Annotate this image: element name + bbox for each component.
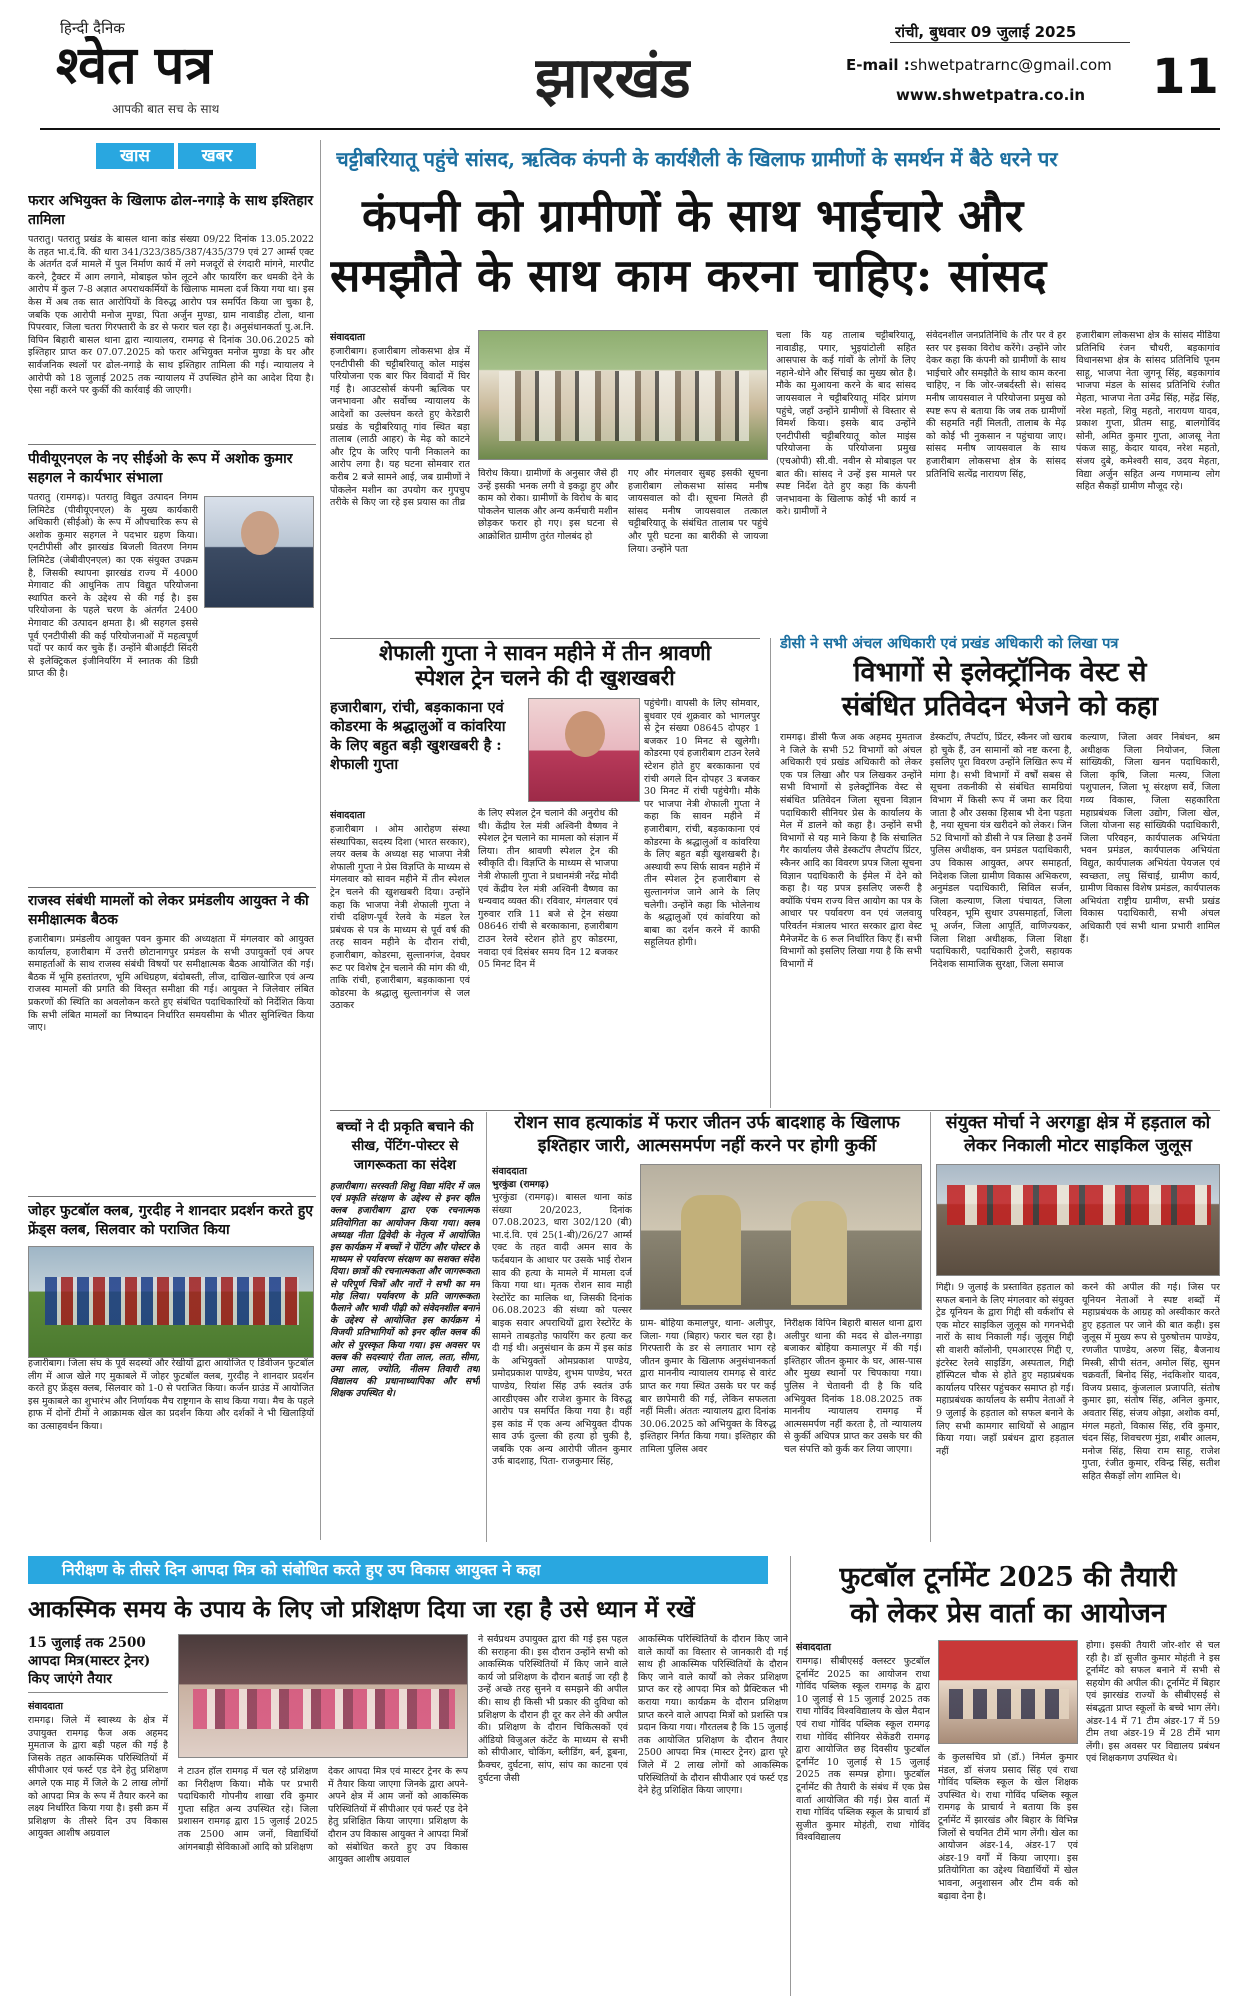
- disaster-side-box: 15 जुलाई तक 2500 आपदा मित्र(मास्टर ट्रेनर) किए जाएंगे तैयार: [28, 1634, 168, 1693]
- story-headline: जोहर फुटबॉल क्लब, गुरदीह ने शानदार प्रदर्शन करते हुए फ्रेंड्स क्लब, सिलवार को पराजित किया: [28, 1203, 314, 1238]
- football-headline: [796, 1560, 1220, 1632]
- website-link[interactable]: www.shwetpatra.co.in: [896, 86, 1086, 104]
- waste-headline-line1: विभागों से इलेक्ट्रॉनिक वेस्ट से: [853, 657, 1147, 688]
- section-title: झारखंड: [535, 46, 691, 110]
- disaster-story: [28, 1634, 788, 1994]
- shefali-col: [626, 698, 760, 1108]
- disaster-col: [638, 1634, 788, 1994]
- ceo-photo: [204, 496, 314, 608]
- shefali-headline-line2: स्पेशल ट्रेन चलने की दी खुशखबरी: [415, 665, 675, 690]
- waste-headline: [780, 656, 1220, 724]
- roshan-credit: संवाददाता: [492, 1166, 527, 1177]
- khaas-label: खास: [96, 143, 174, 169]
- shefali-col2: के लिए स्पेशल ट्रेन चलाने की अनुरोध की थी। केंद्रीय रेल मंत्री अश्विनी वैष्णव ने स्पेशल ट्रेन चलाने का मामला को संज्ञान में लिया। तीन श्रावणी स्पेशल ट्रेन की स्वीकृति दी। विज्ञप्ति के माध्यम से भाजपा नेत्री शेफाली गुप्ता ने प्रधानमंत्री नरेंद्र मोदी एवं केंद्रीय रेल मंत्री अश्विनी वैष्णव का धन्यवाद व्यक्त की। रविवार, मंगलवार एवं गुरुवार रात्रि 11 बजे से ट्रेन संख्या 08646 रांची से बरकाकाना, हजारीबाग टाउन रेलवे स्टेशन होते हुए कोडरमा, नवादा एवं दिसंबर समय दिन 12 बजकर 05 मिनट दिन में: [478, 808, 618, 971]
- email-link[interactable]: shwetpatrarnc@gmail.com: [910, 56, 1112, 74]
- waste-col2: डेस्कटॉप, लैपटॉप, प्रिंटर, स्कैनर जो खराब हो चुके हैं, उन सामानों को नष्ट करना है, इसलिए पूरा विवरण उन्होंने लिखित रूप में मांगा है। सभी विभागों में वर्षों सबस से सूचना तकनीकी से संबंधित सामग्रियां विभाग में किसी रूप में जमा कर दिया जाता है और उसका हिसाब भी देना पड़ता है, नया सूचना यंत्र खरीदने को लेकर। जिन 52 विभागों को डीसी ने पत्र लिखा है उनमें पुलिस अधीक्षक, वन प्रमंडल पदाधिकारी, उप विकास आयुक्त, अपर समाहर्ता, निदेशक जिला ग्रामीण विकास अभिकरण, अनुमंडल पदाधिकारी, सिविल सर्जन, जिला कल्याण, जिला पंचायत, जिला परिवहन, भूमि सुधार उपसमाहर्ता, जिला भू अर्जन, जिला आपूर्ति, वाणिज्यकर, जिला शिक्षा अधीक्षक, जिला शिक्षा पदाधिकारी, पदाधिकारी ट्रेजरी, सहायक निदेशक सामाजिक सुरक्षा, जिला समाज: [930, 732, 1072, 970]
- waste-col: [1080, 732, 1220, 1102]
- roshan-headline: [492, 1112, 922, 1158]
- main-story-col6: हजारीबाग लोकसभा क्षेत्र के सांसद मीडिया प्रतिनिधि रंजन चौधरी, बड़कागांव विधानसभा क्षेत्र के सांसद प्रतिनिधि पूनम साहू, भाजपा नेता जुगनू सिंह, बड़कागांव भाजपा मंडल के सांसद प्रतिनिधि रंजीत मेहता, भाजपा नेता उमेंद्र सिंह, महेंद्र सिंह, नरेश महतो, शिवु महतो, नारायण यादव, प्रकाश गुप्ता, प्रीतम साहू, बालगोविंद सोनी, अमित कुमार गुप्ता, आजसू नेता पंकज साहू, केदार यादव, नरेश महतो, संजय दुबे, कमेश्वरी साव, उदय मेहता, विद्या अर्जुन सहित अन्य गणमान्य लोग सहित सैकड़ों ग्रामीण मौजूद रहे।: [1076, 330, 1220, 493]
- roshan-headline-line2: इश्तिहार जारी, आत्मसमर्पण नहीं करने पर होगी कुर्की: [537, 1136, 877, 1156]
- main-story-col: [1076, 330, 1220, 630]
- top-kicker: चट्टीबरियातू पहुंचे सांसद, ऋत्विक कंपनी के कार्यशैली के खिलाफ ग्रामीणों के समर्थन में बैठे धरने पर: [336, 147, 1058, 171]
- main-story-col: [478, 468, 618, 630]
- football-press-photo: [938, 1640, 1078, 1744]
- page-number: 11: [1152, 50, 1219, 104]
- roshan-col: [784, 1318, 922, 1542]
- lower-banner: निरीक्षण के तीसरे दिन आपदा मित्र को संबोधित करते हुए उप विकास आयुक्त ने कहा: [28, 1556, 768, 1584]
- story-body: हजारीबाग। जिला संघ के पूर्व सदस्यों और रेखीयों द्वारा आयोजित ए डिवीजन फुटबॉल लीग में आज खेले गए मुकाबले में जोहर फुटबॉल क्लब, गुरदीह ने शानदार प्रदर्शन करते हुए फ्रेंड्स क्लब, सिलवार को 1-0 से पराजित किया। कर्जन ग्राउंड में आयोजित इस मुकाबले का शुभारंभ और निर्णायक मैच राष्ट्रगान के साथ किया गया। मैच के पहले हाफ में दोनों टीमों ने आक्रामक खेल का प्रदर्शन किया और दर्शकों ने भी खिलाड़ियों का उत्साहवर्धन किया।: [28, 1358, 314, 1432]
- shefali-deck: हजारीबाग, रांची, बड़काकाना एवं कोडरमा के श्रद्धालुओं व कांवरिया के लिए बहुत बड़ी खुशखबरी है : शेफाली गुप्ता: [330, 699, 506, 773]
- morcha-headline-line1: संयुक्त मोर्चा ने अरगड्डा क्षेत्र में हड़ताल को: [945, 1113, 1211, 1133]
- roshan-credit-sub: भुरकुंडा (रामगढ़): [492, 1180, 550, 1190]
- masthead: [0, 0, 1246, 140]
- football-headline-line1: फुटबॉल टूर्नामेंट 2025 की तैयारी: [839, 1562, 1177, 1593]
- mp-villagers-photo: [478, 330, 768, 460]
- football-credit: संवाददाता: [796, 1642, 831, 1653]
- nature-body: हजारीबाग। सरस्वती शिशु विद्या मंदिर में जल एवं प्रकृति संरक्षण के उद्देश्य से इनर व्हील क्लब हजारीबाग द्वारा एक रचनात्मक प्रतियोगिता का आयोजन किया गया। क्लब अध्यक्ष नीता द्विवेदी के नेतृत्व में आयोजित इस कार्यक्रम में बच्चों ने पेंटिंग और पोस्टर के माध्यम से पर्यावरण संरक्षण का सशक्त संदेश दिया। छात्रों की रचनात्मकता और जागरूकता से परिपूर्ण चित्रों और नारों ने सभी का मन मोह लिया। पर्यावरण के प्रति जागरूकता फैलाने और भावी पीढ़ी को संवेदनशील बनाने के उद्देश्य से आयोजित इस कार्यक्रम में विजयी प्रतिभागियों को इनर व्हील क्लब की ओर से पुरस्कृत किया गया। इस अवसर पर क्लब की सदस्याएं रीता लाल, लता, सीमा, उमा लाल, ज्योति, नीलम तिवारी तथा विद्यालय की प्रधानाध्यापिका और सभी शिक्षक उपस्थित थे।: [330, 1181, 480, 1400]
- disaster-col: [328, 1766, 468, 1994]
- khabar-label: खबर: [178, 143, 256, 169]
- disaster-col: [478, 1634, 628, 1994]
- main-story-col: [776, 330, 916, 630]
- waste-story: [780, 732, 1220, 1102]
- roshan-headline-line1: रोशन साव हत्याकांड में फरार जीतन उर्फ बादशाह के खिलाफ: [514, 1113, 900, 1133]
- story-pvunl-ceo: [28, 450, 314, 880]
- roshan-story: [492, 1164, 922, 1542]
- morcha-headline-line2: लेकर निकाली मोटर साइकिल जुलूस: [964, 1136, 1192, 1156]
- football-col: [938, 1752, 1078, 1994]
- football-story: [796, 1640, 1220, 1994]
- main-story-col: [926, 330, 1066, 630]
- main-story: [330, 330, 1220, 630]
- story-headline: राजस्व संबंधी मामलों को लेकर प्रमंडलीय आयुक्त ने की समीक्षात्मक बैठक: [28, 893, 309, 928]
- football-team-photo: [28, 1246, 314, 1358]
- main-headline: [330, 186, 1220, 306]
- dateline: रांची, बुधवार 09 जुलाई 2025: [895, 23, 1077, 41]
- main-story-col1: हजारीबाग। हजारीबाग लोकसभा क्षेत्र में एनटीपीसी की चट्टीबरियातू कोल माइंस परियोजना एक बार फिर विवादों में घिर गई है। आउटसोर्स कंपनी ऋत्विक पर जनभावना और सर्वोच्च न्यायालय के आदेशों का उल्लंघन करते हुए केरेडारी प्रखंड के चट्टीबरियातू गांव स्थित बड़ा तालाब (लाठी आहर) के मेढ़ को काटने और ट्रिप के जरिए पानी निकालने का आरोप लगा है। यह घटना सोमवार रात करीब 2 बजे सामने आई, जब ग्रामीणों ने पोकलेन मशीन का उपयोग कर गुपचुप तरीके से किए जा रहे इस प्रयास का तीव्र: [330, 346, 470, 509]
- shefali-story: [330, 698, 760, 1108]
- disaster-col4: ने सर्वप्रथम उपायुक्त द्वारा की गई इस पहल की सराहना की। इस दौरान उन्होंने सभी को आकस्मिक परिस्थितियों में किए जाने वाले कार्य जो प्रशिक्षण के दौरान बताई जा रही है उन्हें अच्छे तरह सुनने व समझने की अपील की। साथ ही किसी भी प्रकार की दुविधा को प्रशिक्षण के दौरान ही दूर कर लेने की अपील की। प्रशिक्षण के दौरान चिकित्सकों एवं ऑडियो विजुअल कंटेंट के माध्यम से सभी को सीपीआर, चोकिंग, ब्लीडिंग, बर्न, डूबना, फ्रैक्चर, दुर्घटना, सांप, सांप का काटना एवं दुर्घटना जैसी: [478, 1634, 628, 1784]
- roshan-col2: ग्राम- बोहिया कमालपुर, थाना- अलीपुर, जिला- गया (बिहार) फरार चल रहा है। गिरफ्तारी के डर से लगातार भाग रहे जीतन कुमार के खिलाफ अनुसंधानकर्ता द्वारा माननीय न्यायालय रामगढ़ से वारंट प्राप्त कर गया स्थित उसके घर पर कई बार छापेमारी की गई, लेकिन सफलता नहीं मिली। अंततः न्यायालय द्वारा दिनांक 30.06.2025 को अभियुक्त के विरुद्ध इश्तिहार निर्गत किया गया। इश्तिहार की तामिला पुलिस अवर: [640, 1318, 776, 1455]
- masthead-title: श्वेत पत्र: [56, 36, 213, 96]
- waste-col3: कल्याण, जिला अवर निबंधन, श्रम अधीक्षक जिला नियोजन, जिला सांख्यिकी, जिला खनन पदाधिकारी, जिला कृषि, जिला मत्स्य, जिला पशुपालन, जिला भू संरक्षण सर्वे, जिला गव्य विकास, जिला सहकारिता महाप्रबंधक जिला उद्योग, जिला खेल, जिला योजना सह सांख्यिकी पदाधिकारी, जिला परिवहन, कार्यपालक अभियंता भवन प्रमंडल, कार्यपालक अभियंता विद्युत, कार्यपालक अभियंता पेयजल एवं स्वच्छता, लघु सिंचाई, ग्रामीण कार्य, ग्रामीण विकास विशेष प्रमंडल, कार्यपालक अभियंता राष्ट्रीय ग्रामीण, सभी प्रखंड विकास पदाधिकारी, सभी अंचल अधिकारी एवं सभी थाना प्रभारी शामिल हैं।: [1080, 732, 1220, 945]
- roshan-col1: भुरकुंडा (रामगढ़)। बासल थाना कांड संख्या 20/2023, दिनांक 07.08.2023, धारा 302/120 (बी) भा.दं.वि. एवं 25(1-बी)/26/27 आर्म्स एक्ट के तहत वादी अमन साव के फर्दबयान के आधार पर उसके भाई रोशन साव की हत्या के मामले में मामला दर्ज किया गया था। मृतक रोशन साव माही रेस्टोरेंट का मालिक था, जिसकी दिनांक 06.08.2023 की संध्या को पल्सर बाइक सवार अपराधियों द्वारा रेस्टोरेंट के सामने ताबड़तोड़ फायरिंग कर हत्या कर दी गई थी। अनुसंधान के क्रम में इस कांड के अभियुक्तों ओमप्रकाश पाण्डेय, प्रमोदप्रकाश पाण्डेय, शुभम पाण्डेय, भरत पाण्डेय, रियांश सिंह उर्फ स्वतंत्र उर्फ आरडीएक्स और राजेश कुमार के विरुद्ध आरोप पत्र समर्पित किया गया है। वहीं इस कांड में एक अन्य अभियुक्त दीपक साव उर्फ दुल्ला की हत्या हो चुकी है, जबकि एक अन्य आरोपी जीतन कुमार उर्फ बादशाह, पिता- राजकुमार सिंह,: [492, 1192, 632, 1468]
- morcha-story: [936, 1282, 1220, 1542]
- shefali-col: [478, 808, 618, 1108]
- disaster-col5: आकस्मिक परिस्थितियों के दौरान किए जाने वाले कार्यों का विस्तार से जानकारी दी गई साथ ही आकस्मिक परिस्थितियों के दौरान किए जाने वाले कार्यों को लेकर प्रशिक्षण प्राप्त कर रहे आपदा मित्र को प्रैक्टिकल भी कराया गया। कार्यक्रम के दौरान प्रशिक्षण प्राप्त करने वाले आपदा मित्रों को प्रशस्ति पत्र प्रदान किया गया। गौरतलब है कि 15 जुलाई तक आयोजित प्रशिक्षण के दौरान तैयार 2500 आपदा मित्र (मास्टर ट्रेनर) द्वारा पूरे जिले में 2 लाख लोगों को आकस्मिक परिस्थितियों के दौरान सीपीआर एवं फर्स्ट एड देने हेतु प्रशिक्षित किया जाएगा।: [638, 1634, 788, 1797]
- disaster-training-photo: [178, 1634, 468, 1758]
- football-col: [1086, 1640, 1220, 1994]
- disaster-col3: देकर आपदा मित्र एवं मास्टर ट्रेनर के रूप में तैयार किया जाएगा जिनके द्वारा अपने-अपने क्षेत्र में आम जनों को आकस्मिक परिस्थितियों में सीपीआर एवं फर्स्ट एड देने हेतु प्रशिक्षित किया जाएगा। प्रशिक्षण के दौरान उप विकास आयुक्त ने आपदा मित्रों को संबोधित करते हुए उप विकास आयुक्त आशीष अग्रवाल: [328, 1766, 468, 1866]
- waste-kicker: डीसी ने सभी अंचल अधिकारी एवं प्रखंड अधिकारी को लिखा पत्र: [780, 635, 1119, 652]
- nature-headline: बच्चों ने दी प्रकृति बचाने की सीख, पेंटिंग-पोस्टर से जागरूकता का संदेश: [336, 1119, 474, 1173]
- disaster-headline: आकस्मिक समय के उपाय के लिए जो प्रशिक्षण दिया जा रहा है उसे ध्यान में रखें: [28, 1596, 695, 1623]
- main-story-col2: विरोध किया। ग्रामीणों के अनुसार जैसे ही उन्हें इसकी भनक लगी वे इकट्ठा हुए और काम को रोका। ग्रामीणों के विरोध के बाद पोकलेन चालक और अन्य कर्मचारी मशीन छोड़कर फरार हो गए। इस घटना से आक्रोशित ग्रामीण तुरंत गोलबंद हो: [478, 468, 618, 542]
- roshan-police-photo: [640, 1164, 922, 1310]
- morcha-col2: करने की अपील की गई। जिस पर यूनियन नेताओं ने स्पष्ट शब्दों में महाप्रबंधक के आग्रह को अस्वीकार करते हुए हड़ताल पर जाने की बात कही। इस जुलूस में मुख्य रूप से पुरुषोत्तम पाण्डेय, रणजीत पाण्डेय, अरुण सिंह, बैजनाथ मिस्त्री, सीपी संतन, अमोल सिंह, सुमन चक्रवर्ती, बिनोद सिंह, नंदकिशोर यादव, विजय प्रसाद, कुंजलाल प्रजापति, संतोष कुमार झा, संतोष सिंह, अनिल कुमार, अवतार सिंह, संजय ओझा, अशोक वर्मा, मंगल महतो, विकास सिंह, रवि कुमार, चंदन सिंह, शिवचरण मुंडा, शबीर आलम, मनोज सिंह, सिया राम साहू, राजेश गुप्ता, रंजीत कुमार, रविन्द्र सिंह, सतीश सहित सैकड़ों लोग शामिल थे।: [1082, 1282, 1220, 1482]
- story-body: पतरातु। पतरातु प्रखंड के बासल थाना कांड संख्या 09/22 दिनांक 13.05.2022 के तहत भा.दं.वि. की धारा 341/323/385/387/435/379 एवं 27 आर्म्स एक्ट के अंतर्गत दर्ज मामले में पुल निर्माण कार्य में लगे मजदूरों से रंगदारी मांगने, मारपीट करने, ट्रैक्टर में आग लगाने, मोबाइल फोन लूटने और फायरिंग कर धमकी देने के आरोप में कुल 7-8 अज्ञात अपराधकर्मियों के खिलाफ मामला दर्ज किया गया था। इस केस में अब तक सात आरोपियों के विरुद्ध आरोप पत्र समर्पित किया जा चुका है, जबकि एक आरोपी मनोज मुण्डा, पिता अर्जुन मुण्डा, ग्राम नावाडीह टोला, थाना पिपरवार, जिला चतरा गिरफ्तारी के डर से फरार चल रहा है। अनुसंधानकर्ता पु.अ.नि. विपिन बिहारी बासल थाना द्वारा न्यायालय, रामगढ़ से दिनांक 30.06.2025 को इश्तिहार प्राप्त कर 07.07.2025 को फरार अभियुक्त मनोज मुण्डा के घर और सार्वजनिक स्थलों पर ढोल-नगाड़े के साथ इश्तिहार तामिला की गई। न्यायालय ने आरोपी को 18 जुलाई 2025 तक न्यायालय में उपस्थित होने का आदेश दिया है। ऐसा नहीं करने पर कुर्की की कार्रवाई की जाएगी।: [28, 234, 314, 397]
- football-headline-line2: को लेकर प्रेस वार्ता का आयोजन: [850, 1598, 1166, 1629]
- main-story-col: [628, 468, 768, 630]
- morcha-col: [936, 1282, 1074, 1542]
- waste-headline-line2: संबंधित प्रतिवेदन भेजने को कहा: [841, 691, 1159, 722]
- waste-col: [780, 732, 922, 1102]
- football-col2: के कुलसचिव प्रो (डॉ.) निर्मल कुमार मंडल, डॉ संजय प्रसाद सिंह एवं राधा गोविंद पब्लिक स्कूल के खेल शिक्षक उपस्थित थे। राधा गोविंद पब्लिक स्कूल रामगढ़ के प्राचार्य ने बताया कि इस टूर्नामेंट में झारखंड और बिहार के विभिन्न जिलों से चयनित टीमें भाग लेंगी। खेल का आयोजन अंडर-14, अंडर-17 एवं अंडर-19 वर्गों में किया जाएगा। इस प्रतियोगिता का उद्देश्य विद्यार्थियों में खेल भावना, अनुशासन और टीम वर्क को बढ़ावा देना है।: [938, 1752, 1078, 1902]
- story-body: हजारीबाग। प्रमंडलीय आयुक्त पवन कुमार की अध्यक्षता में मंगलवार को आयुक्त कार्यालय, हजारीबाग में उत्तरी छोटानागपुर प्रमंडल के सभी उपायुक्तों एवं अपर समाहर्ताओं के साथ राजस्व संबंधी विषयों पर समीक्षात्मक बैठक आयोजित की गई। बैठक में भूमि हस्तांतरण, भूमि अधिग्रहण, बंदोबस्ती, लीज, दाखिल-खारिज एवं अन्य राजस्व मामलों की प्रगति की विस्तृत समीक्षा की गई। आयुक्त ने जिलेवार लंबित प्रकरणों की स्थिति का अवलोकन करते हुए संबंधित पदाधिकारियों को निर्देशित किया कि सभी लंबित मामलों का निष्पादन निर्धारित समयसीमा के भीतर सुनिश्चित किया जाए।: [28, 934, 314, 1034]
- shefali-headline: [330, 640, 760, 690]
- disaster-credit: संवाददाता: [28, 1701, 63, 1712]
- waste-col: [930, 732, 1072, 1102]
- khaas-khabar-tab: [96, 143, 256, 169]
- roshan-col: [640, 1318, 776, 1542]
- story-headline: पीवीयूएनएल के नए सीईओ के रूप में अशोक कुमार सहगल ने कार्यभार संभाला: [28, 451, 293, 486]
- waste-col1: रामगढ़। डीसी फैज अक अहमद मुमताज ने जिले के सभी 52 विभागों को अंचल अधिकारी एवं प्रखंड अधिकारी को लेकर एक पत्र लिखा और पत्र लिखकर उन्होंने सभी विभागों से इलेक्ट्रॉनिक वेस्ट से संबंधित प्रतिवेदन जिला सूचना विज्ञान पदाधिकारी सीनियर प्रेस के कार्यालय के मेल में डालने को कहा है। उन्होंने सभी विभागों से यह माने किया है कि संचालित गैर कार्यालय जैसे डेस्कटॉप लैपटॉप प्रिंटर, स्कैनर आदि का विवरण प्रपत्र जिला सूचना विज्ञान पदाधिकारी के ईमेल में देने को कहा है। यह प्रपत्र इसलिए जरूरी है क्योंकि पंचम राज्य वित्त आयोग का पत्र के आधार पर पर्यावरण वन एवं जलवायु परिवर्तन मंत्रालय भारत सरकार द्वारा वेस्ट मैनेजमेंट के 6 रूल निर्धारित किए हैं। सभी विभागों को इसलिए लिखा गया है कि सभी विभागों में: [780, 732, 922, 970]
- main-headline-line1: कंपनी को ग्रामीणों के साथ भाईचारे और: [362, 189, 1024, 242]
- nature-story: [330, 1118, 480, 1538]
- disaster-col1: रामगढ़। जिले में स्वास्थ्य के क्षेत्र में उपायुक्त रामगढ़ फैज अक अहमद मुमताज के द्वारा बड़ी पहल की गई है जिसके तहत आकस्मिक परिस्थितियों में सीपीआर एवं फर्स्ट एड देने हेतु प्रशिक्षण अगले एक माह में जिले के 2 लाख लोगों को आपदा मित्र के रूप में तैयार करने का लक्ष्य निर्धारित किया गया है। इसी क्रम में प्रशिक्षण के तीसरे दिन उप विकास आयुक्त आशीष अग्रवाल: [28, 1715, 168, 1840]
- roshan-col3: निरीक्षक विपिन बिहारी बासल थाना द्वारा अलीपुर थाना की मदद से ढोल-नगाड़ा बजाकर बोहिया कमालपुर में की गई। इश्तिहार जीतन कुमार के घर, आस-पास और मुख्य स्थानों पर चिपकाया गया। पुलिस ने चेतावनी दी है कि यदि अभियुक्त दिनांक 18.08.2025 तक माननीय न्यायालय रामगढ़ में आत्मसमर्पण नहीं करता है, तो न्यायालय से कुर्की अधिपत्र प्राप्त कर उसके घर की चल संपत्ति को कुर्क कर लिया जाएगा।: [784, 1318, 922, 1455]
- story-body: पतरातु (रामगढ़)। पतरातु विद्युत उत्पादन निगम लिमिटेड (पीवीयूएनएल) के मुख्य कार्यकारी अधिकारी (सीईओ) के रूप में औपचारिक रूप से अशोक कुमार सहगल ने पदभार ग्रहण किया। एनटीपीसी और झारखंड बिजली वितरण निगम लिमिटेड (जेबीवीएनएल) का एक संयुक्त उपक्रम है, जिसकी स्थापना झारखंड राज्य में 4000 मेगावाट की आधुनिक ताप विद्युत परियोजना स्थापित करने के उद्देश्य से की गई है। इस परियोजना के पहले चरण के अंतर्गत 2400 मेगावाट की उत्पादन क्षमता है। श्री सहगल इससे पूर्व एनटीपीसी की कई परियोजनाओं में महत्वपूर्ण पदों पर कार्य कर चुके हैं। उन्होंने बीआईटी सिंदरी से इलेक्ट्रिकल इंजीनियरिंग में स्नातक की डिग्री प्राप्त की है।: [28, 492, 198, 680]
- story-revenue-review: [28, 892, 314, 1190]
- shefali-photo: [528, 698, 640, 802]
- main-story-col5: संवेदनशील जनप्रतिनिधि के तौर पर वे हर स्तर पर इसका विरोध करेंगे। उन्होंने जोर देकर कहा कि कंपनी को ग्रामीणों के साथ भाईचारे और समझौते के साथ काम करना चाहिए, न कि जोर-जबर्दस्ती से। सांसद मनीष जायसवाल ने परियोजना प्रमुख को स्पष्ट रूप से बताया कि जब तक ग्रामीणों की सहमति नहीं मिलती, तालाब के मेढ़ को कोई भी नुकसान न पहुंचाया जाए। सांसद मनीष जायसवाल के साथ हजारीबाग लोकसभा क्षेत्र के सांसद प्रतिनिधि सत्येंद्र नारायण सिंह,: [926, 330, 1066, 480]
- main-story-col3: गए और मंगलवार सुबह इसकी सूचना हजारीबाग लोकसभा सांसद मनीष जायसवाल को दी। सूचना मिलते ही सांसद मनीष जायसवाल तत्काल चट्टीबरियातू के संबंधित तालाब पर पहुंचे और पूरी घटना का बारीकी से जायजा लिया। उन्होंने पता: [628, 468, 768, 555]
- morcha-rally-photo: [936, 1164, 1220, 1276]
- football-col: [796, 1640, 930, 1994]
- main-story-credit: संवाददाता: [330, 332, 365, 343]
- masthead-tagline: आपकी बात सच के साथ: [112, 102, 220, 116]
- shefali-col3: पहुंचेगी। वापसी के लिए सोमवार, बुधवार एवं शुक्रवार को भागलपुर से ट्रेन संख्या 08645 दोपहर 1 बजकर 10 मिनट से खुलेगी। कोडरमा एवं हजारीबाग टाउन रेलवे स्टेशन होते हुए बरकाकाना एवं रांची अगले दिन दोपहर 3 बजकर 30 मिनट में रांची पहुंचेगी। मौके पर भाजपा नेत्री शेफाली गुप्ता ने कहा कि सावन महीने में हजारीबाग, रांची, बड़काकाना एवं कोडरमा के श्रद्धालुओं व कांवरिया के लिए बहुत बड़ी खुशखबरी है। अस्थायी रूप सिर्फ सावन महीने में तीन स्पेशल ट्रेन हजारीबाग से सुल्तानगंज जाने आने के लिए चलेगी। उन्होंने कहा कि भोलेनाथ के श्रद्धालुओं एवं कांवरिया को बाबा का दर्शन करने में काफी सहूलियत होगी।: [644, 698, 760, 949]
- masthead-small-top: हिन्दी दैनिक: [60, 19, 125, 37]
- morcha-col1: गिद्दी। 9 जुलाई के प्रस्तावित हड़ताल को सफल बनाने के लिए मंगलवार को संयुक्त ट्रेड यूनियन के द्वारा गिद्दी सी वर्कशॉप से एक मोटर साइकिल जुलूस को गगनभेदी नारों के साथ निकाली गई। जुलूस गिद्दी सी वाशरी कॉलोनी, एमआरएस गिद्दी ए, इंटरेस्ट रेलवे साइडिंग, अस्पताल, गिद्दी हॉस्पिटल चौक से होते हुए महाप्रबंधक कार्यालय परिसर पहुंचकर समाप्त हो गई। महाप्रबंधक कार्यालय के समीप नेताओं ने 9 जुलाई के हड़ताल को सफल बनाने के लिए सभी कामगार साथियों से आह्वान किया गया। जहाँ प्रबंधन द्वारा हड़ताल नहीं: [936, 1282, 1074, 1457]
- disaster-col2: ने टाउन हॉल रामगढ़ में चल रहे प्रशिक्षण का निरीक्षण किया। मौके पर प्रभारी पदाधिकारी गोपनीय शाखा रवि कुमार गुप्ता सहित अन्य उपस्थित रहे। जिला प्रशासन रामगढ़ द्वारा 15 जुलाई 2025 तक 2500 आम जनों, विद्यार्थियों आंगनबाड़ी सेविकाओं आदि को प्रशिक्षण: [178, 1766, 318, 1853]
- shefali-col1: हजारीबाग । ओम आरोहण संस्था संस्थापिका, सदस्य दिशा (भारत सरकार), लयर क्लब के अध्यक्ष सह भाजपा नेत्री शेफाली गुप्ता ने प्रेस विज्ञप्ति के माध्यम से मंगलवार को सावन महीने में तीन स्पेशल ट्रेन चलने की खुशखबरी दिया। उन्होंने कहा कि भाजपा नेत्री शेफाली गुप्ता ने रांची दक्षिण-पूर्व रेलवे के मंडल रेल प्रबंधक से पत्र के माध्यम से पूर्व वर्ष की तरह सावन महीने के दौरान रांची, हजारीबाग, कोडरमा, सुल्तानगंज, देवघर रूट पर विशेष ट्रेन चलाने की मांग की थी, ताकि रांची, हजारीबाग, बड़काकाना एवं कोडरमा के श्रद्धालु सुल्तानगंज से जल उठाकर: [330, 824, 470, 1012]
- disaster-col: [28, 1634, 168, 1994]
- main-story-col: [330, 330, 470, 630]
- email-label: E-mail :: [846, 56, 910, 74]
- story-football-league: [28, 1202, 314, 1546]
- morcha-col: [1082, 1282, 1220, 1542]
- football-col3: होगा। इसकी तैयारी जोर-शोर से चल रही है। डॉ सुजीत कुमार मोहंती ने इस टूर्नामेंट को सफल बनाने में सभी से सहयोग की अपील की। टूर्नामेंट में बिहार एवं झारखंड राज्यों के सीबीएसई से संबद्धता प्राप्त स्कूलों के बच्चे भाग लेंगे। अंडर-14 में 71 टीम अंडर-17 में 59 टीम तथा अंडर-19 में 28 टीमें भाग लेंगी। इस अवसर पर विद्यालय प्रबंधन एवं शिक्षकगण उपस्थित थे।: [1086, 1640, 1220, 1765]
- disaster-col: [178, 1766, 318, 1994]
- main-story-col4: चला कि यह तालाब चट्टीबरियातू, नावाडीह, पगार, भुइयांटोली सहित आसपास के कई गांवों के लोगों के लिए नहाने-धोने और सिंचाई का मुख्य स्रोत है। मौके का मुआयना करने के बाद सांसद जायसवाल ने चट्टीबरियातू मंदिर प्रांगण पहुंचे, जहाँ उन्होंने ग्रामीणों से विस्तार से विमर्श किया। इसके बाद उन्होंने एनटीपीसी चट्टीबरियातू कोल माइंस परियोजना के परियोजना प्रमुख (एचओपी) सी.वी. नवीन से मोबाइल पर बात की। सांसद ने उन्हें इस मामले पर स्पष्ट निर्देश देते हुए कहा कि कंपनी जनभावना के खिलाफ कोई भी कार्य न करे। ग्रामीणों ने: [776, 330, 916, 518]
- shefali-col: [330, 808, 470, 1108]
- shefali-headline-line1: शेफाली गुप्ता ने सावन महीने में तीन श्रावणी: [378, 640, 712, 665]
- story-fugitive: [28, 192, 314, 437]
- morcha-headline: [936, 1112, 1220, 1158]
- football-col1: रामगढ़। सीबीएसई क्लस्टर फुटबॉल टूर्नामेंट 2025 का आयोजन राधा गोविंद पब्लिक स्कूल रामगढ़ के द्वारा 10 जुलाई से 15 जुलाई 2025 तक राधा गोविंद विश्वविद्यालय के खेल मैदान एवं राधा गोविंद पब्लिक स्कूल रामगढ़ राधा गोविंद सीनियर सेकेंडरी रामगढ़ द्वारा आयोजित छह दिवसीय फुटबॉल टूर्नामेंट 10 जुलाई से 15 जुलाई 2025 तक सम्पन्न होगा। फुटबॉल टूर्नामेंट की तैयारी के संबंध में एक प्रेस वार्ता आयोजित की गई। प्रेस वार्ता में राधा गोविंद पब्लिक स्कूल के प्राचार्य डॉ सुजीत कुमार मोहंती, राधा गोविंद विश्वविद्यालय: [796, 1656, 930, 1844]
- shefali-credit: संवाददाता: [330, 810, 365, 821]
- main-headline-line2: समझौते के साथ काम करना चाहिए: सांसद: [330, 249, 1047, 302]
- story-headline: फरार अभियुक्त के खिलाफ ढोल-नगाड़े के साथ इश्तिहार तामिला: [28, 193, 314, 228]
- roshan-col: [492, 1164, 632, 1542]
